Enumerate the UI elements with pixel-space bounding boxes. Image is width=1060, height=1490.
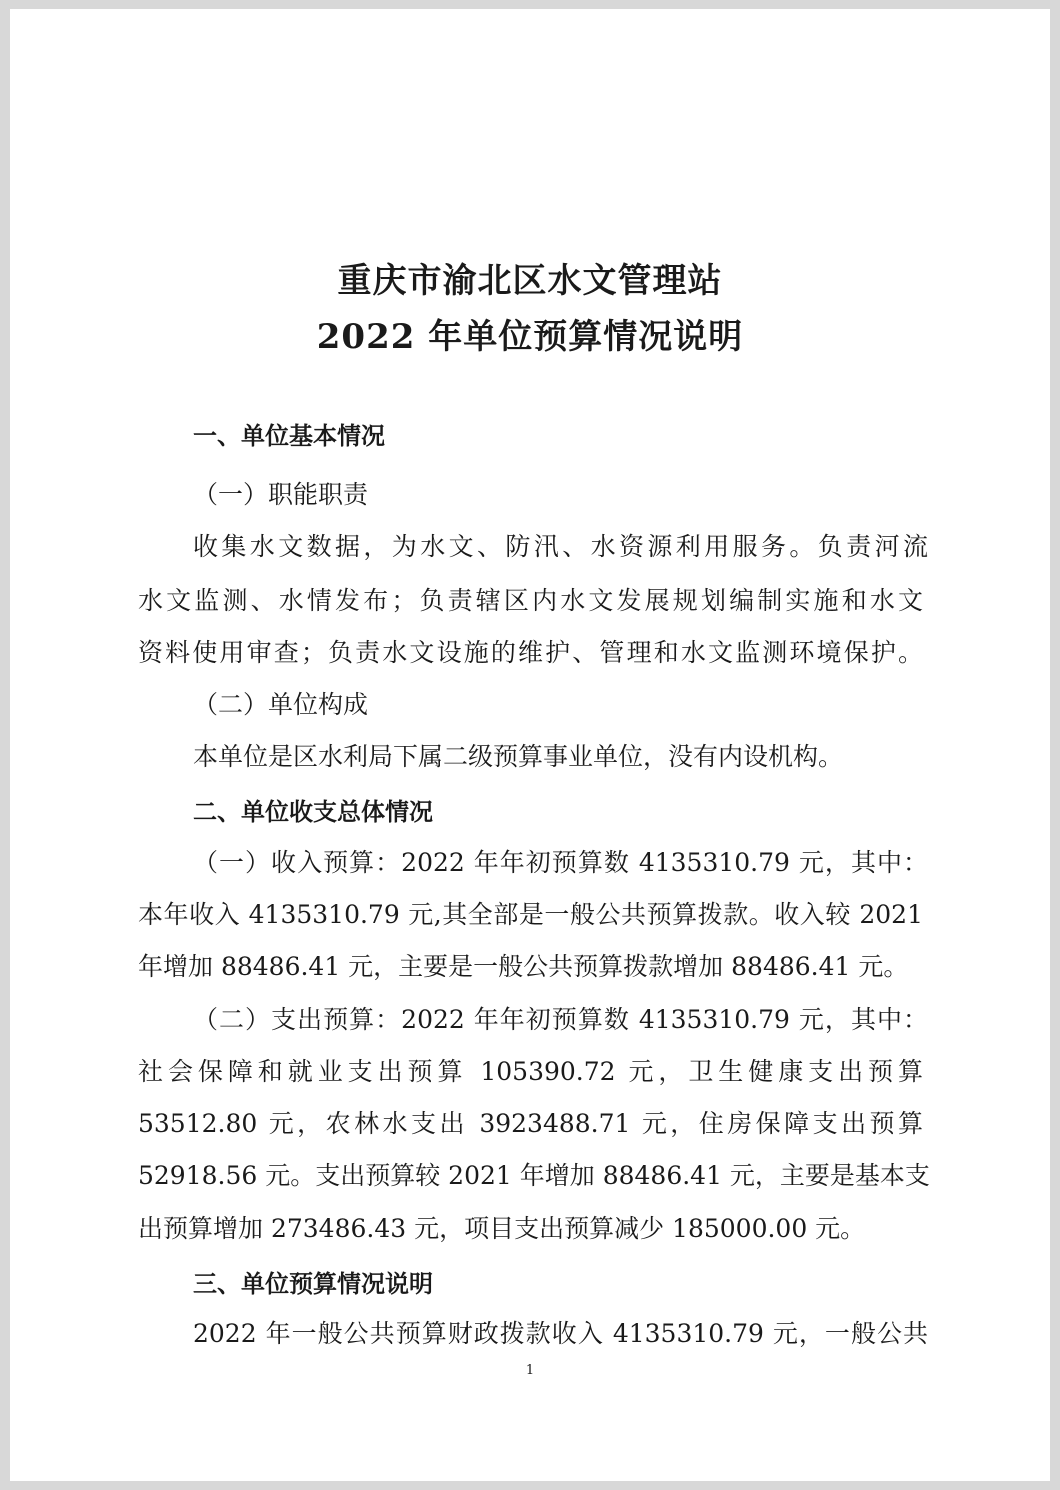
document-title-line-2: 2022 年单位预算情况说明: [316, 317, 744, 357]
paragraph-line: 年增加 88486.41 元，主要是一般公共预算拨款增加 88486.41 元。: [138, 952, 909, 981]
paragraph-line: 2022 年一般公共预算财政拨款收入 4135310.79 元，一般公共: [193, 1319, 928, 1348]
paragraph-line: 水文监测、水情发布；负责辖区内水文发展规划编制实施和水文: [138, 586, 923, 615]
paragraph-line: 资料使用审查；负责水文设施的维护、管理和水文监测环境保护。: [138, 638, 923, 667]
document-page: [10, 9, 1050, 1481]
section-heading-3: 三、单位预算情况说明: [193, 1270, 433, 1298]
section-heading-1: 一、单位基本情况: [193, 422, 385, 450]
paragraph-line: 本年收入 4135310.79 元,其全部是一般公共预算拨款。收入较 2021: [138, 900, 923, 929]
paragraph-line: 出预算增加 273486.43 元，项目支出预算减少 185000.00 元。: [138, 1214, 866, 1243]
paragraph-line: 53512.80 元，农林水支出 3923488.71 元，住房保障支出预算: [138, 1109, 923, 1138]
subsection-heading-functions: （一）职能职责: [193, 480, 369, 509]
paragraph-line: （二）支出预算：2022 年年初预算数 4135310.79 元，其中：: [193, 1005, 928, 1034]
page-number: 1: [525, 1363, 535, 1378]
paragraph-line: （一）收入预算：2022 年年初预算数 4135310.79 元，其中：: [193, 848, 928, 877]
section-heading-2: 二、单位收支总体情况: [193, 798, 433, 826]
paragraph-line: 本单位是区水利局下属二级预算事业单位，没有内设机构。: [193, 742, 844, 771]
paragraph-line: 收集水文数据，为水文、防汛、水资源利用服务。负责河流: [193, 532, 928, 561]
subsection-heading-structure: （二）单位构成: [193, 690, 369, 719]
paragraph-line: 社会保障和就业支出预算 105390.72 元，卫生健康支出预算: [138, 1057, 923, 1086]
document-title-line-1: 重庆市渝北区水文管理站: [337, 261, 723, 301]
paragraph-line: 52918.56 元。支出预算较 2021 年增加 88486.41 元，主要是基本支: [138, 1161, 930, 1190]
